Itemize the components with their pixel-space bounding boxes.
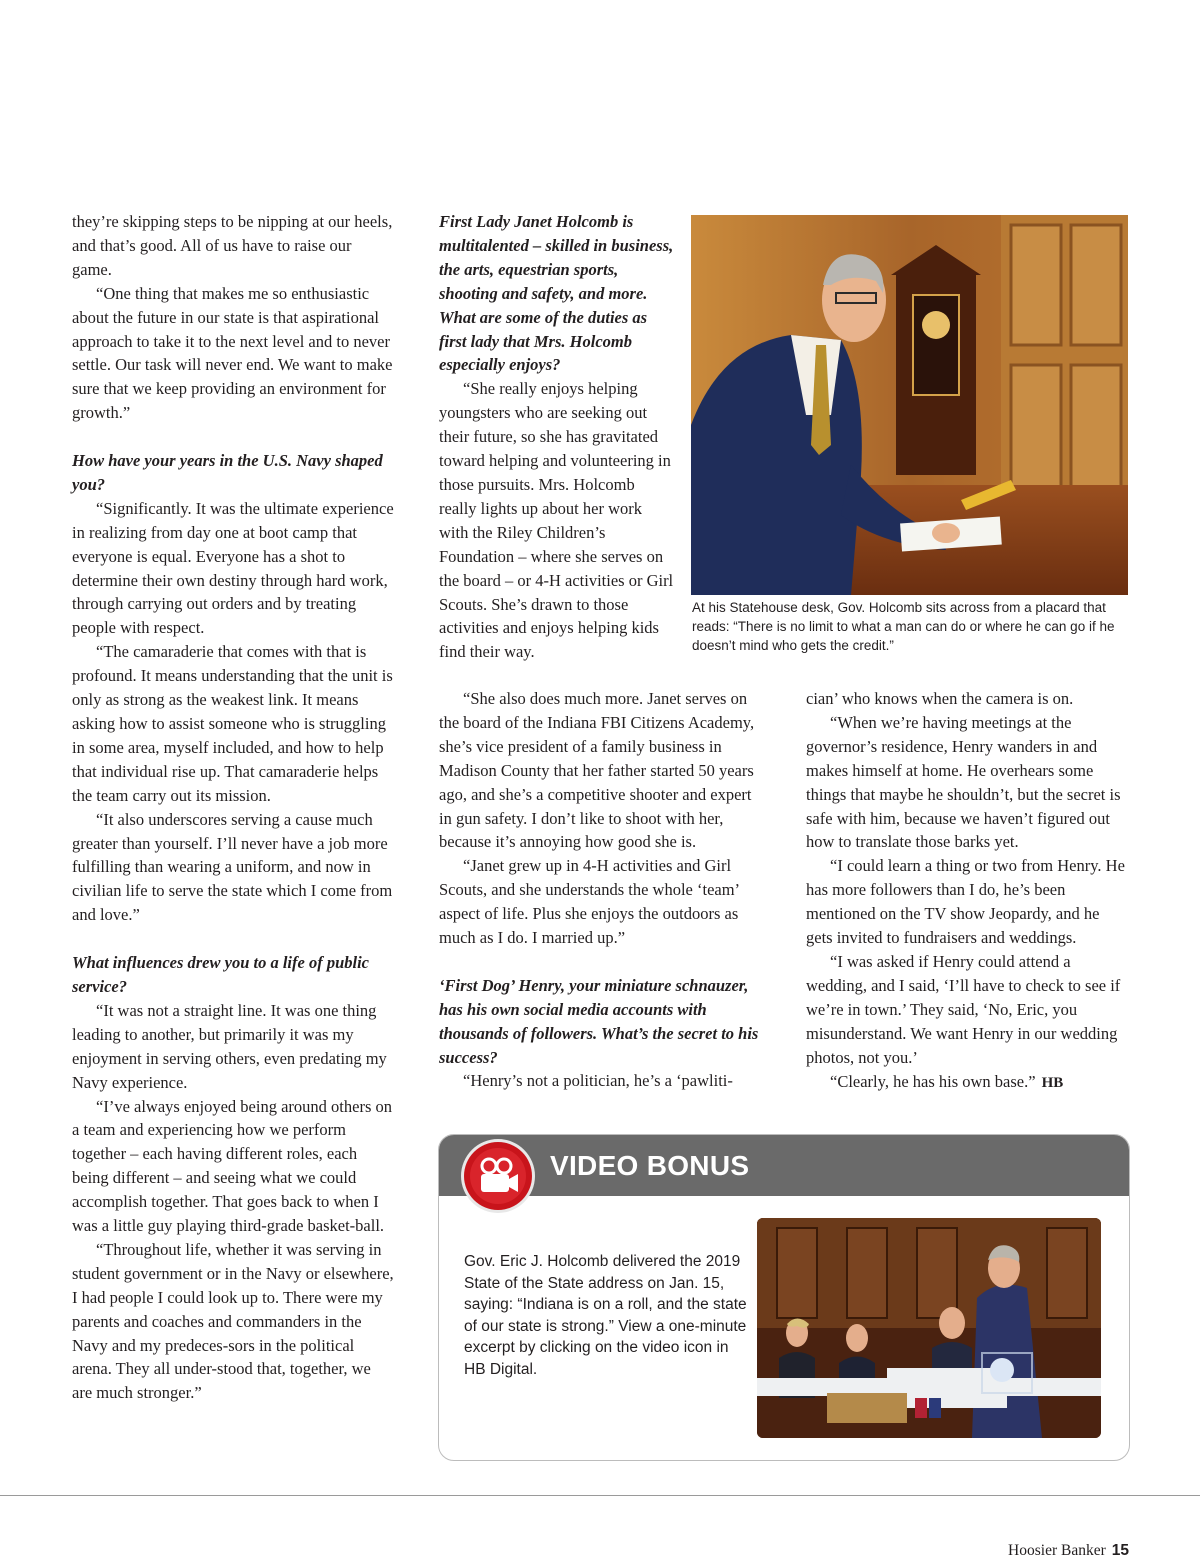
paragraph: “One thing that makes me so enthusiastic about the future in our state is that aspirational approach to take it to the next level and to never settle. Our task will never end. We want to make sure that we keep providing an environment for growth.” [72,283,393,423]
paragraph-text: “Clearly, he has his own base.” [830,1071,1036,1091]
paragraph: “It was not a straight line. It was one thing leading to another, but primarily it was my enjoyment in serving others, even predating my Navy experience. [72,1000,387,1092]
paragraph: “The camaraderie that comes with that is profound. It means understanding that the unit is only as strong as the weakest link. It means asking how to assist someone who is struggling in some area, myself included, and how to help that individual rise up. That camaraderie helps the team carry out its mission. [72,642,393,805]
paragraph: “I could learn a thing or two from Henry. He has more followers than I do, he’s been mentioned on the TV show Jeopardy, and he gets invited to fundraisers and weddings. [806,856,1125,948]
paragraph: “When we’re having meetings at the governor’s residence, Henry wanders in and makes himself at home. He overhears some things that maybe he shouldn’t, but the secret is safe with him, because we haven’t figured out how to translate those barks yet. [806,712,1121,852]
article-column-2-upper [439,210,675,664]
video-bonus-title: VIDEO BONUS [550,1150,750,1181]
publication-name: Hoosier Banker [1008,1542,1106,1559]
paragraph: “Significantly. It was the ultimate experience in realizing from day one at boot camp that everyone is equal. Everyone has a shot to determine their own destiny through hard work, through carrying out orders and by treating people with respect. [72,498,394,638]
video-bonus-description: Gov. Eric J. Holcomb delivered the 2019 State of the State address on Jan. 15, saying: “Indiana is on a roll, and the state of our state is strong.” View a one-minute excerpt by clicking on the video icon in HB Digital. [464,1253,747,1378]
page-footer [1008,1542,1129,1564]
paragraph: “She also does much more. Janet serves on the board of the Indiana FBI Citizens Academy, she’s vice president of a family business in Madison County that her father started 50 years ago, and she’s a competitive shooter and expert in gun safety. I don’t like to shoot with her, because it’s annoying how good she is. [439,689,755,852]
article-column-2-lower [439,687,761,1093]
article-column-3 [806,687,1128,1095]
paragraph: “She really enjoys helping youngsters who are seeking out their future, so she has gravitated toward helping and volunteering in those pursuits. Mrs. Holcomb really lights up about her work with the Riley Children’s Foundation – where she serves on the board – or 4-H activities or Girl Scouts. She’s drawn to those activities and enjoys helping kids find their way. [439,379,674,662]
interview-question: How have your years in the U.S. Navy shaped you? [72,451,383,494]
interview-question: What influences drew you to a life of public service? [72,953,369,996]
paragraph: they’re skipping steps to be nipping at our heels, and that’s good. All of us have to raise our game. [72,212,393,279]
state-of-state-video-thumbnail[interactable] [757,1218,1101,1438]
paragraph: “Janet grew up in 4-H activities and Girl Scouts, and she understands the whole ‘team’ aspect of life. Plus she enjoys the outdoors as much as I do. I married up.” [439,856,739,948]
paragraph: “Throughout life, whether it was serving in student government or in the Navy or elsewhere, I had people I could look up to. There were my parents and coaches and commanders in the Navy and my predeces-sors in the political arena. They all under-stood that, together, we are much stronger.” [72,1239,394,1403]
footer-rule [0,1495,1200,1496]
video-camera-icon[interactable] [459,1137,537,1215]
paragraph: “Henry’s not a politician, he’s a ‘pawliti- [463,1071,733,1091]
paragraph: “It also underscores serving a cause much greater than yourself. I’ll never have a job more fulfilling than wearing a uniform, and now in civilian life to serve the state which I come from and love.” [72,809,393,925]
paragraph: “I’ve always enjoyed being around others on a team and experiencing how we perform together – each having different roles, each being different – and seeing what we could accomplish together. That goes back to when I was a little guy playing third-grade basket-ball. [72,1096,392,1236]
video-bonus-header [439,1135,1129,1196]
photo-caption: At his Statehouse desk, Gov. Holcomb sits across from a placard that reads: “There is no limit to what a man can do or where he can go if he doesn’t mind who gets the credit.” [692,600,1115,653]
page-number: 15 [1111,1542,1129,1559]
interview-question: First Lady Janet Holcomb is multitalented – skilled in business, the arts, equestrian sports, shooting and safety, and more. What are some of the duties as first lady that Mrs. Holcomb especially enjoys? [439,212,674,375]
governor-desk-photo [691,215,1128,595]
article-column-1 [72,210,394,1405]
paragraph [806,1070,1128,1096]
paragraph: cian’ who knows when the camera is on. [806,689,1074,708]
paragraph: “I was asked if Henry could attend a wedding, and I said, ‘I’ll have to check to see if we’re in town.’ They said, ‘No, Eric, you misunderstand. We want Henry in our wedding photos, not you.’ [806,951,1121,1067]
end-mark: HB [1041,1074,1064,1091]
interview-question: ‘First Dog’ Henry, your miniature schnauzer, has his own social media accounts with thousands of followers. What’s the secret to his success? [439,975,759,1067]
